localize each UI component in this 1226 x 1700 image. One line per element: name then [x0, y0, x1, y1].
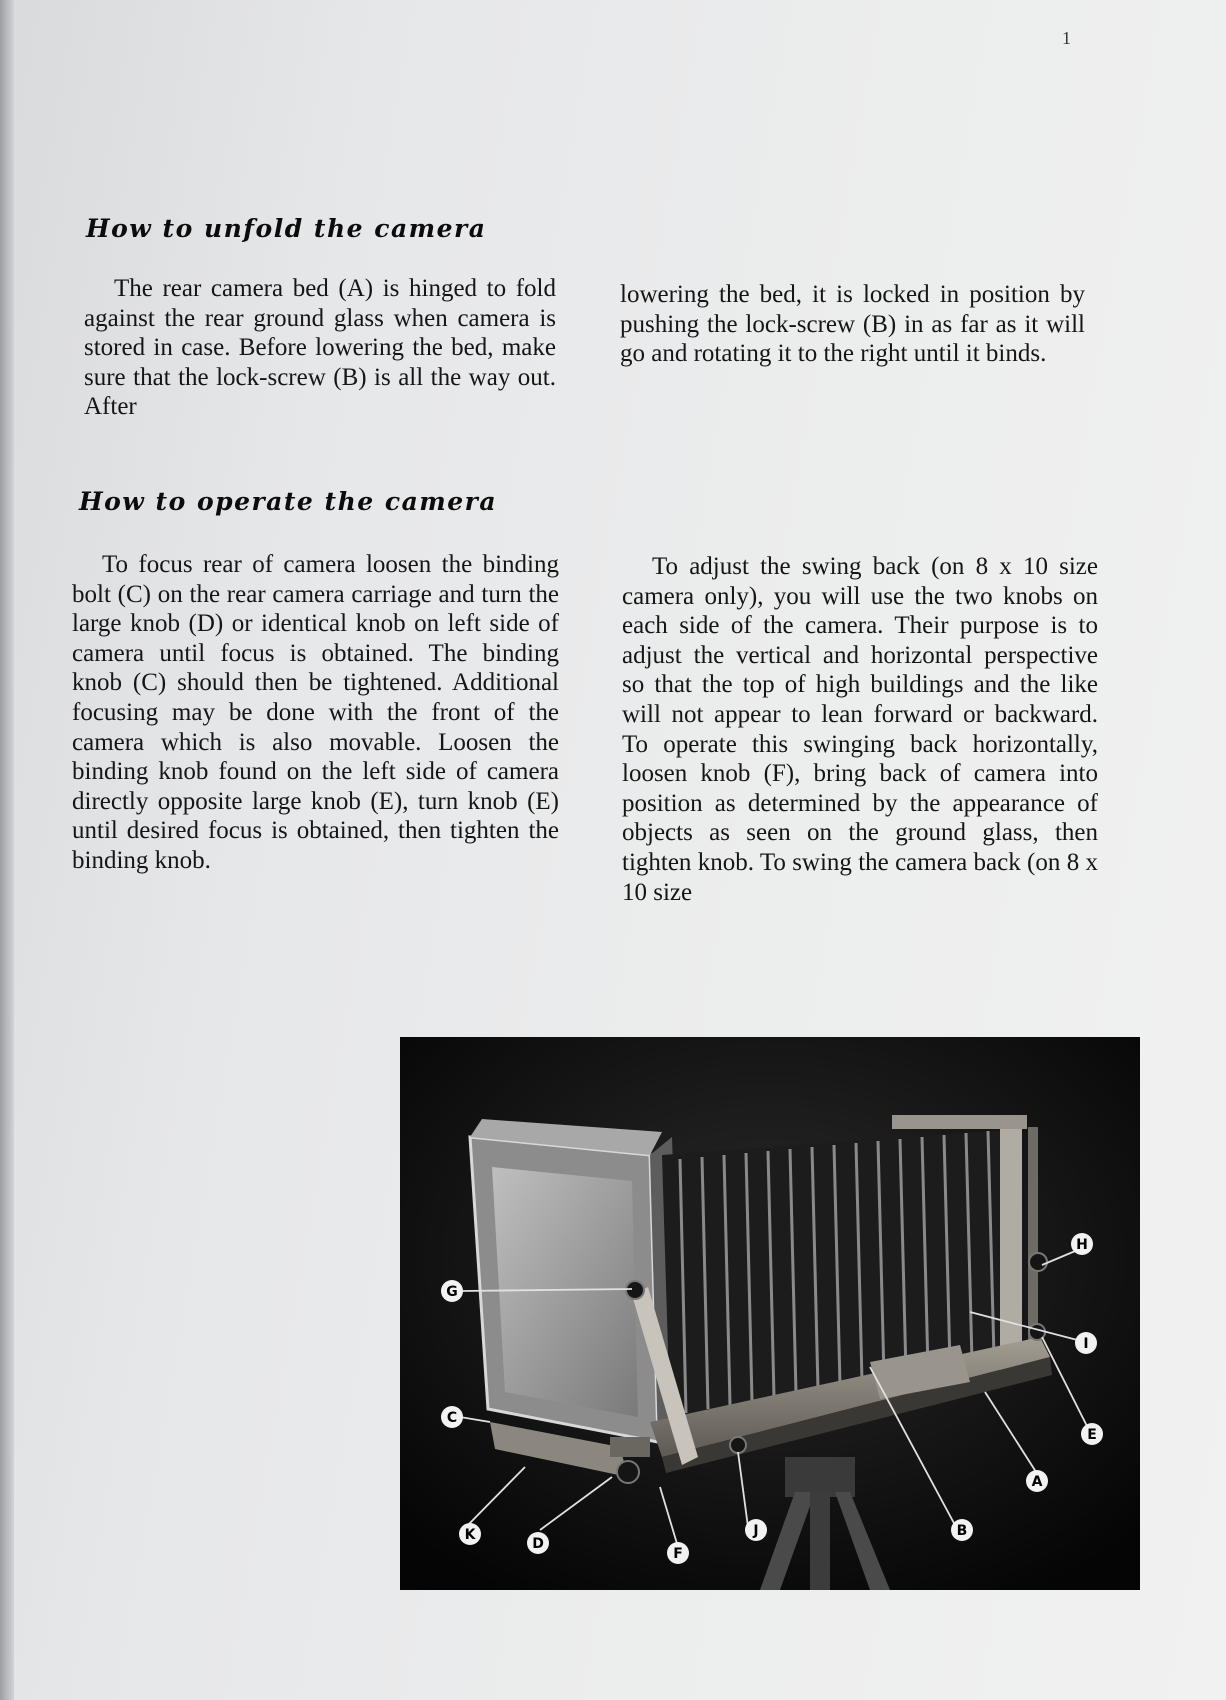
callout-B-label: B	[956, 1523, 968, 1539]
callout-J-label: J	[753, 1523, 759, 1539]
operate-right-column: To adjust the swing back (on 8 x 10 size camera only), you will use the two knobs on each side of the camera. Their purpose is to adjust the vertical and horizontal perspective so that the top of high buildings and the like will not appear to lean forward or backward. To operate this swinging back horizontally, loosen knob (F), bring back of camera into position as determined by the appearance of objects as seen on the ground glass, then tighten knob. To swing the camera back (on 8 x 10 size	[622, 553, 1098, 906]
unfold-left-column: The rear camera bed (A) is hinged to fold against the rear ground glass when camera is stored in case. Before lowering the bed, make sure that the lock-screw (B) is all the way out. After	[84, 275, 556, 421]
callout-F	[667, 1542, 689, 1564]
callout-H-label: H	[1076, 1237, 1088, 1253]
camera-photo	[400, 1037, 1140, 1590]
callout-G-label: G	[446, 1284, 458, 1300]
callout-G	[441, 1280, 463, 1302]
camera-illustration	[400, 1037, 1140, 1590]
callout-E	[1081, 1423, 1103, 1445]
unfold-right-column: lowering the bed, it is locked in position by pushing the lock-screw (B) in as far as it will go and rotating it to the right until it binds.	[620, 281, 1085, 368]
callout-F-label: F	[673, 1546, 683, 1562]
callout-I	[1075, 1332, 1097, 1354]
page-gutter-shadow	[0, 0, 14, 1700]
callout-C	[441, 1406, 463, 1428]
callout-D-label: D	[532, 1536, 544, 1552]
rear-standard	[470, 1119, 682, 1442]
callout-A-label: A	[1031, 1474, 1043, 1490]
callout-J	[745, 1519, 767, 1541]
callout-K	[459, 1523, 481, 1545]
callout-C-label: C	[446, 1410, 458, 1426]
callout-I-label: I	[1083, 1336, 1089, 1352]
unfold-heading: How to unfold the camera	[86, 214, 487, 243]
callout-D	[527, 1532, 549, 1554]
callout-K-label: K	[464, 1527, 476, 1543]
operate-left-column: To focus rear of camera loosen the binding bolt (C) on the rear camera carriage and turn the large knob (D) or identical knob on left side of camera until focus is obtained. The binding knob (C) should then be tightened. Additional focusing may be done with the front of the camera which is also movable. Loosen the binding knob found on the left side of camera directly opposite large knob (E), turn knob (E) until desired focus is obtained, then tighten the binding knob.	[72, 551, 559, 874]
callout-H	[1071, 1233, 1093, 1255]
callout-B	[951, 1519, 973, 1541]
callout-A	[1026, 1470, 1048, 1492]
operate-heading: How to operate the camera	[79, 487, 498, 516]
page-number: 1	[1062, 28, 1071, 48]
callout-E-label: E	[1087, 1427, 1097, 1443]
